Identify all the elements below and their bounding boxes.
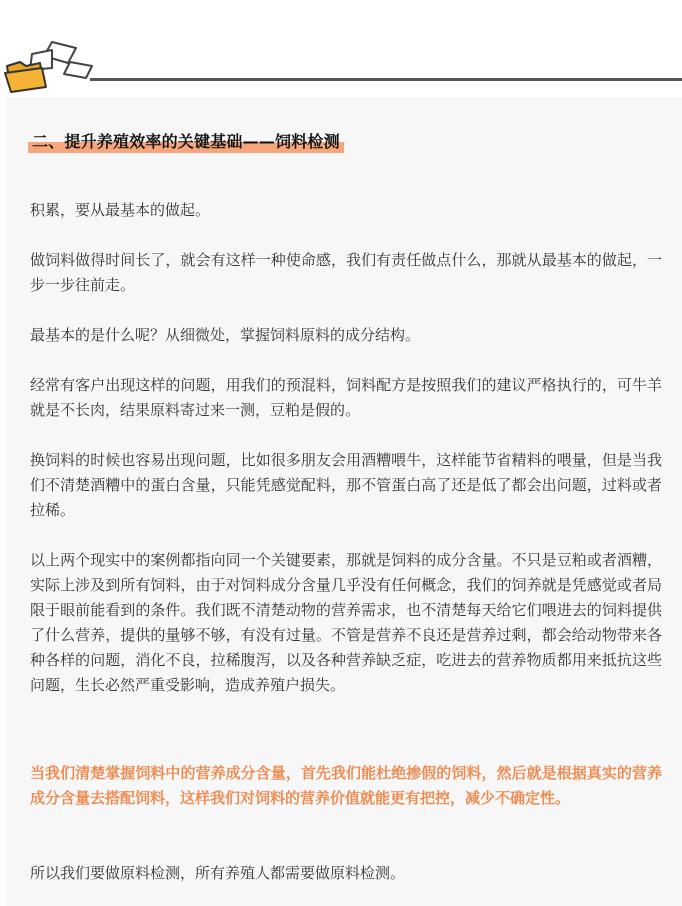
folder-icon — [2, 40, 94, 94]
section-title — [30, 129, 342, 155]
paragraph-3: 最基本的是什么呢？从细微处，掌握饲料原料的成分结构。 — [30, 326, 421, 344]
section-title-text: 二、提升养殖效率的关键基础——饲料检测 — [32, 132, 340, 151]
emphasis-paragraph: 当我们清楚掌握饲料中的营养成分含量，首先我们能杜绝掺假的饲料，然后就是根据真实的营养成分含量去搭配饲料，这样我们对饲料的营养价值就能更有把控，减少不确定性。 — [30, 764, 662, 807]
paragraph-4: 经常有客户出现这样的问题，用我们的预混料，饲料配方是按照我们的建议严格执行的，可牛羊就是不长肉，结果原料寄过来一测，豆粕是假的。 — [30, 376, 662, 419]
header-divider — [90, 78, 682, 81]
article-header — [0, 0, 682, 96]
paragraph-8: 所以我们要做原料检测，所有养殖人都需要做原料检测。 — [30, 864, 406, 882]
article-card — [6, 98, 682, 906]
paragraph-5: 换饲料的时候也容易出现问题，比如很多朋友会用酒糟喂牛，这样能节省精料的喂量，但是当我们不清楚酒糟中的蛋白含量，只能凭感觉配料，那不管蛋白高了还是低了都会出问题，过料或者拉稀。 — [30, 451, 662, 519]
paragraph-2: 做饲料做得时间长了，就会有这样一种使命感，我们有责任做点什么，那就从最基本的做起，一步一步往前走。 — [30, 251, 662, 294]
paragraph-1: 积累，要从最基本的做起。 — [30, 201, 211, 219]
paragraph-6: 以上两个现实中的案例都指向同一个关键要素，那就是饲料的成分含量。不只是豆粕或者酒糟，实际上涉及到所有饲料，由于对饲料成分含量几乎没有任何概念，我们的饲养就是凭感觉或者局限于眼前能看到的条件。我们既不清楚动物的营养需求，也不清楚每天给它们喂进去的饲料提供了什么营养，提供的量够不够，有没有过量。不管是营养不良还是营养过剩，都会给动物带来各种各样的问题，消化不良，拉稀腹泻，以及各种营养缺乏症，吃进去的营养物质都用来抵抗这些问题，生长必然严重受影响，造成养殖户损失。 — [30, 551, 662, 694]
